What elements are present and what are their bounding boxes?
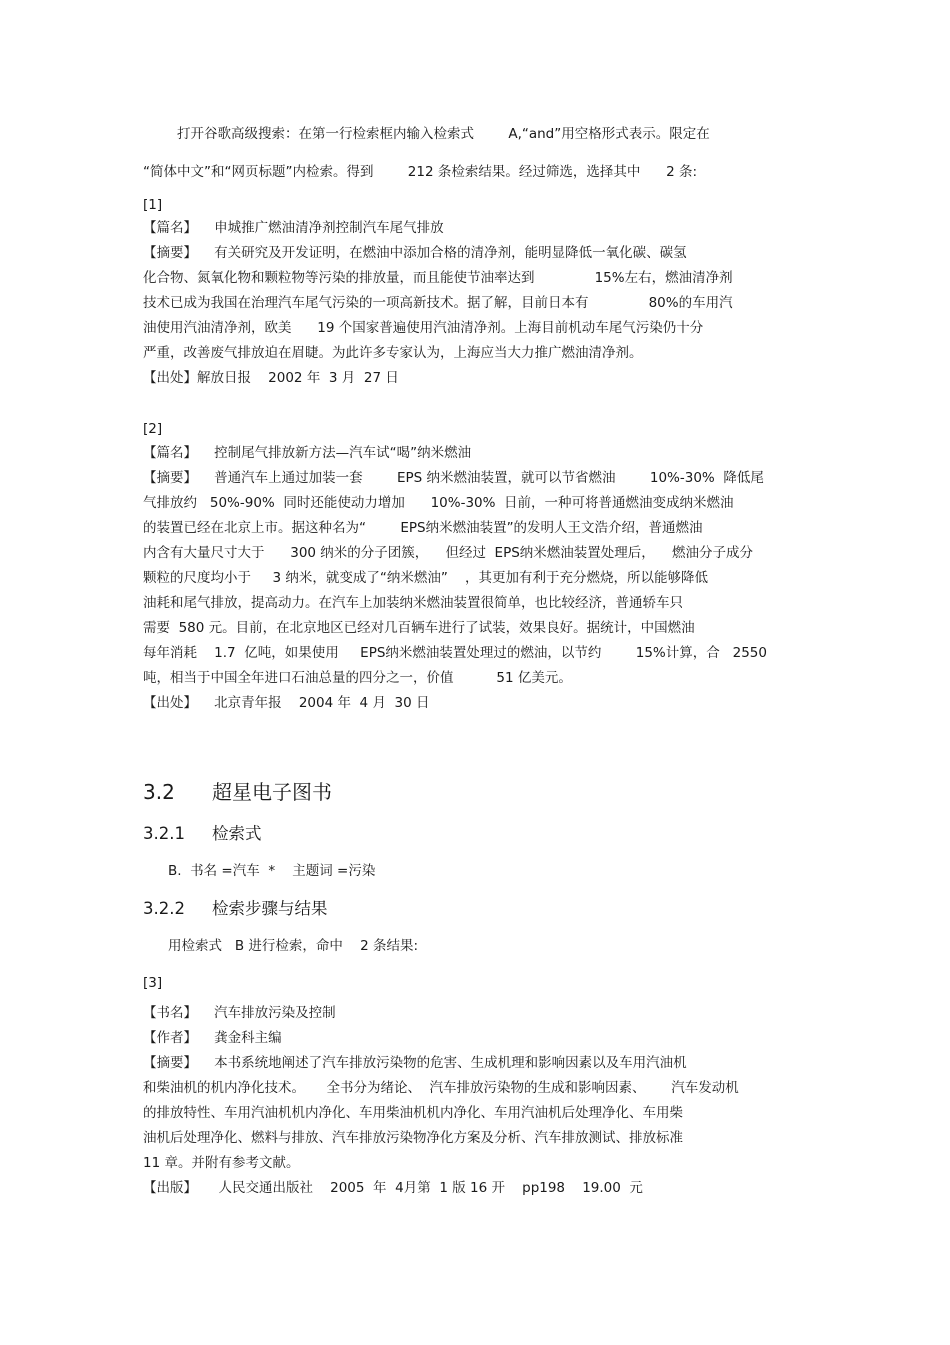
entry-2-abstract-line: 的装置已经在北京上市。据这种名为“ EPS纳米燃油装置”的发明人王文浩介绍，普通燃油 [143, 520, 703, 536]
entry-2-abstract-line: 颗粒的尺度均小于 3 纳米，就变成了“纳米燃油” ，其更加有利于充分燃烧，所以能够降低 [143, 570, 708, 586]
entry-3-bookname: 【书名】 汽车排放污染及控制 [143, 1005, 336, 1021]
entry-2-abstract-line: 【摘要】 普通汽车上通过加装一套 EPS 纳米燃油装置，就可以节省燃油 10%-30% 降低尾 [143, 470, 764, 486]
entry-2-number: [2] [143, 421, 163, 437]
entry-1-abstract-line: 【摘要】 有关研究及开发证明，在燃油中添加合格的清净剂，能明显降低一氧化碳、碳氢 [143, 245, 687, 261]
subsection-2-number: 3.2.2 [143, 899, 185, 918]
entry-3-publish: 【出版】 人民交通出版社 2005 年 4月第 1 版 16 开 pp198 19.00 元 [143, 1180, 643, 1196]
entry-1-abstract-line: 严重，改善废气排放迫在眉睫。为此许多专家认为，上海应当大力推广燃油清净剂。 [143, 345, 643, 361]
entry-1-title: 【篇名】 申城推广燃油清净剂控制汽车尾气排放 [143, 220, 444, 236]
search-step: 用检索式 B 进行检索，命中 2 条结果: [168, 938, 419, 954]
entry-3-abstract-line: 【摘要】 本书系统地阐述了汽车排放污染物的危害、生成机理和影响因素以及车用汽油机 [143, 1055, 687, 1071]
entry-2-abstract-line: 吨，相当于中国全年进口石油总量的四分之一，价值 51 亿美元。 [143, 670, 572, 686]
entry-2-title: 【篇名】 控制尾气排放新方法—汽车试“喝”纳米燃油 [143, 445, 472, 461]
section-title: 超星电子图书 [212, 780, 332, 804]
section-number: 3.2 [143, 780, 175, 804]
subsection-2-title: 检索步骤与结果 [212, 899, 328, 918]
entry-2-source: 【出处】 北京青年报 2004 年 4 月 30 日 [143, 695, 430, 711]
entry-2-abstract-line: 油耗和尾气排放，提高动力。在汽车上加装纳米燃油装置很简单，也比较经济，普通轿车只 [143, 595, 683, 611]
entry-2-abstract-line: 需要 580 元。目前，在北京地区已经对几百辆车进行了试装，效果良好。据统计，中国燃油 [143, 620, 695, 636]
entry-3-abstract-line: 11 章。并附有参考文献。 [143, 1155, 300, 1171]
subsection-1-title: 检索式 [212, 824, 262, 843]
entry-3-abstract-line: 的排放特性、车用汽油机机内净化、车用柴油机机内净化、车用汽油机后处理净化、车用柴 [143, 1105, 683, 1121]
entry-1-source: 【出处】解放日报 2002 年 3 月 27 日 [143, 370, 399, 386]
intro-line-2: “简体中文”和“网页标题”内检索。得到 212 条检索结果。经过筛选，选择其中 2 条: [143, 164, 698, 180]
entry-3-author: 【作者】 龚金科主编 [143, 1030, 282, 1046]
entry-1-abstract-line: 化合物、氮氧化物和颗粒物等污染的排放量，而且能使节油率达到 15%左右，燃油清净剂 [143, 270, 733, 286]
entry-1-number: [1] [143, 197, 163, 213]
entry-3-abstract-line: 油机后处理净化、燃料与排放、汽车排放污染物净化方案及分析、汽车排放测试、排放标准 [143, 1130, 683, 1146]
entry-3-number: [3] [143, 975, 163, 991]
entry-3-abstract-line: 和柴油机的机内净化技术。 全书分为绪论、 汽车排放污染物的生成和影响因素、 汽车发动机 [143, 1080, 739, 1096]
entry-2-abstract-line: 内含有大量尺寸大于 300 纳米的分子团簇， 但经过 EPS纳米燃油装置处理后， 燃油分子成分 [143, 545, 753, 561]
intro-line-1: 打开谷歌高级搜索：在第一行检索框内输入检索式 A,“and”用空格形式表示。限定在 [177, 126, 710, 142]
entry-2-abstract-line: 每年消耗 1.7 亿吨，如果使用 EPS纳米燃油装置处理过的燃油，以节约 15%计算，合 2550 [143, 645, 767, 661]
search-query: B. 书名 =汽车 * 主题词 =污染 [168, 863, 376, 879]
subsection-1-number: 3.2.1 [143, 824, 185, 843]
entry-1-abstract-line: 技术已成为我国在治理汽车尾气污染的一项高新技术。据了解，目前日本有 80%的车用汽 [143, 295, 733, 311]
entry-1-abstract-line: 油使用汽油清净剂，欧美 19 个国家普遍使用汽油清净剂。上海目前机动车尾气污染仍十分 [143, 320, 704, 336]
entry-2-abstract-line: 气排放约 50%-90% 同时还能使动力增加 10%-30% 日前，一种可将普通燃油变成纳米燃油 [143, 495, 734, 511]
